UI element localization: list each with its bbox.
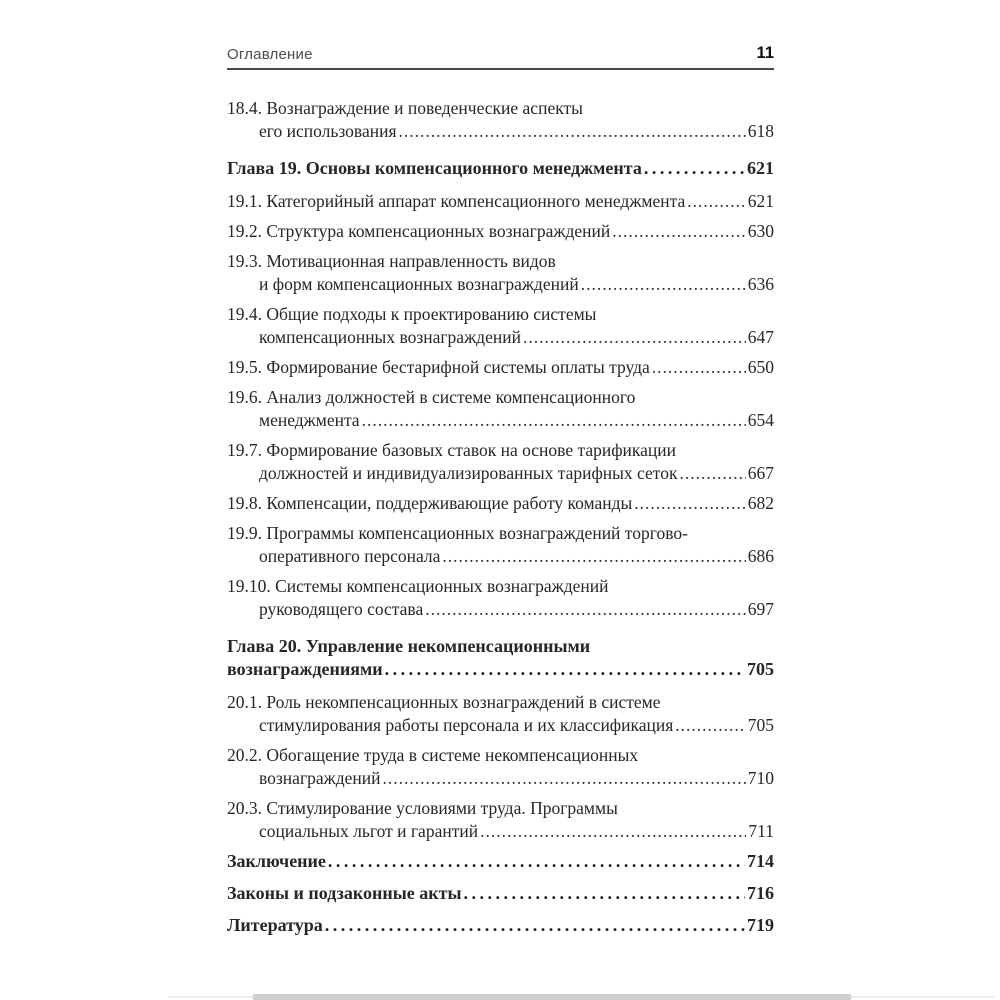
dot-leader: [480, 820, 746, 843]
toc-entry-line: [227, 492, 774, 515]
toc-entry-text: вознаграждений: [259, 768, 381, 788]
dot-leader: [425, 598, 746, 621]
toc-entry-text: Заключение: [227, 851, 326, 871]
toc-entry-text: вознаграждениями: [227, 659, 383, 679]
toc-page-number: 667: [747, 463, 774, 483]
toc-entry-line: [227, 220, 774, 243]
toc-page-number: 618: [747, 121, 774, 141]
toc-entry-line: [227, 462, 774, 485]
toc-entry-text: 19.1. Категорийный аппарат компенсационного менеджмента: [227, 191, 686, 211]
toc-page-number: 621: [747, 191, 774, 211]
toc-entry-text: 20.2. Обогащение труда в системе некомпенсационных: [227, 745, 639, 765]
dot-leader: [362, 409, 746, 432]
dot-leader: [581, 273, 746, 296]
header-page-number: 11: [756, 44, 774, 62]
toc-entry-text: 19.7. Формирование базовых ставок на основе тарификации: [227, 440, 677, 460]
toc-page-number: 714: [747, 851, 774, 871]
toc-entry-line: [227, 97, 774, 120]
toc-entry-line: [227, 157, 774, 180]
toc-entry: [227, 439, 774, 485]
toc-page-number: 686: [747, 546, 774, 566]
toc-entry-line: [227, 326, 774, 349]
toc-entry-text: менеджмента: [259, 410, 360, 430]
toc-entry-text: 19.6. Анализ должностей в системе компенсационного: [227, 387, 636, 407]
toc-entry-text: руководящего состава: [259, 599, 424, 619]
toc-entry-text: 20.1. Роль некомпенсационных вознаграждений в системе: [227, 692, 661, 712]
toc-entry-line: [227, 744, 774, 767]
dot-leader: [679, 462, 745, 485]
toc-entry-line: [227, 545, 774, 568]
toc-entry-text: его использования: [259, 121, 397, 141]
dot-leader: [325, 914, 745, 937]
dot-leader: [328, 850, 745, 873]
toc-entry-text: социальных льгот и гарантий: [259, 821, 479, 841]
toc-entry-text: 19.9. Программы компенсационных вознаграждений торгово-: [227, 523, 688, 543]
toc-entry: [227, 492, 774, 515]
dot-leader: [464, 882, 745, 905]
toc-page-number: 719: [747, 915, 774, 935]
toc-entry-line: [227, 658, 774, 681]
toc-entry: [227, 797, 774, 843]
toc-entry-line: [227, 797, 774, 820]
toc-page-number: 710: [747, 768, 774, 788]
toc-entry-text: 19.5. Формирование бестарифной системы оплаты труда: [227, 357, 650, 377]
toc-page-number: 654: [747, 410, 774, 430]
toc-entry-text: 18.4. Вознаграждение и поведенческие аспекты: [227, 98, 583, 118]
toc-entry: [227, 882, 774, 905]
toc-entry: [227, 386, 774, 432]
dot-leader: [383, 767, 746, 790]
toc-entry-text: Литература: [227, 915, 323, 935]
toc-entry-line: [227, 120, 774, 143]
toc-entry: [227, 250, 774, 296]
toc-entry-line: [227, 439, 774, 462]
toc-entry: [227, 97, 774, 143]
toc-entry: [227, 850, 774, 873]
toc-entry: [227, 157, 774, 180]
toc-entry-text: компенсационных вознаграждений: [259, 327, 521, 347]
toc-entry: [227, 356, 774, 379]
toc-entry: [227, 914, 774, 937]
toc-entry-text: оперативного персонала: [259, 546, 441, 566]
toc-entry: [227, 691, 774, 737]
toc-entry-text: Законы и подзаконные акты: [227, 883, 462, 903]
toc-entry-line: [227, 250, 774, 273]
toc-entry-line: [227, 356, 774, 379]
toc-page-number: 697: [747, 599, 774, 619]
toc-page-number: 705: [747, 715, 774, 735]
toc-page-number: 647: [747, 327, 774, 347]
toc-entry-text: 20.3. Стимулирование условиями труда. Программы: [227, 798, 618, 818]
page-column: [227, 44, 774, 946]
toc-entry-line: [227, 850, 774, 873]
dot-leader: [385, 658, 745, 681]
toc-entry: [227, 575, 774, 621]
toc-entry-line: [227, 575, 774, 598]
toc-entry-line: [227, 820, 774, 843]
toc-entry-text: и форм компенсационных вознаграждений: [259, 274, 579, 294]
toc-entry-text: стимулирования работы персонала и их классификация: [259, 715, 674, 735]
toc-entry-line: [227, 386, 774, 409]
toc-entry-text: 19.8. Компенсации, поддерживающие работу команды: [227, 493, 633, 513]
toc-entry-text: Глава 20. Управление некомпенсационными: [227, 636, 591, 656]
toc-entry-line: [227, 409, 774, 432]
toc-entry-text: должностей и индивидуализированных тарифных сеток: [259, 463, 678, 483]
toc-page-number: 705: [747, 659, 774, 679]
dot-leader: [442, 545, 745, 568]
dot-leader: [652, 356, 746, 379]
toc-entry-line: [227, 303, 774, 326]
page-edge-shadow: [253, 994, 851, 1000]
running-title: Оглавление: [227, 46, 313, 63]
toc-page-number: 682: [747, 493, 774, 513]
dot-leader: [612, 220, 746, 243]
toc-entry-line: [227, 714, 774, 737]
toc-page-number: 621: [747, 158, 774, 178]
toc-entry-line: [227, 882, 774, 905]
toc-entry-line: [227, 914, 774, 937]
toc-entry-line: [227, 767, 774, 790]
toc-entry-line: [227, 691, 774, 714]
toc-entry-line: [227, 522, 774, 545]
toc-page-number: 630: [747, 221, 774, 241]
dot-leader: [634, 492, 745, 515]
toc-entry: [227, 190, 774, 213]
toc-entry-line: [227, 598, 774, 621]
toc-entry-text: 19.10. Системы компенсационных вознаграждений: [227, 576, 609, 596]
dot-leader: [644, 157, 745, 180]
toc-entry: [227, 635, 774, 681]
toc-entry: [227, 522, 774, 568]
dot-leader: [687, 190, 745, 213]
toc-page-number: 716: [747, 883, 774, 903]
toc-entry-text: 19.4. Общие подходы к проектированию системы: [227, 304, 597, 324]
running-header: [227, 44, 774, 70]
toc-entry-line: [227, 273, 774, 296]
table-of-contents: [227, 97, 774, 937]
dot-leader: [523, 326, 746, 349]
dot-leader: [399, 120, 746, 143]
toc-entry-line: [227, 190, 774, 213]
dot-leader: [675, 714, 745, 737]
toc-entry: [227, 303, 774, 349]
toc-page-number: 711: [748, 821, 774, 841]
toc-page-number: 650: [747, 357, 774, 377]
toc-entry-text: Глава 19. Основы компенсационного менеджмента: [227, 158, 642, 178]
toc-page-number: 636: [747, 274, 774, 294]
toc-entry: [227, 220, 774, 243]
toc-entry: [227, 744, 774, 790]
toc-entry-text: 19.3. Мотивационная направленность видов: [227, 251, 556, 271]
toc-entry-text: 19.2. Структура компенсационных вознаграждений: [227, 221, 611, 241]
toc-entry-line: [227, 635, 774, 658]
